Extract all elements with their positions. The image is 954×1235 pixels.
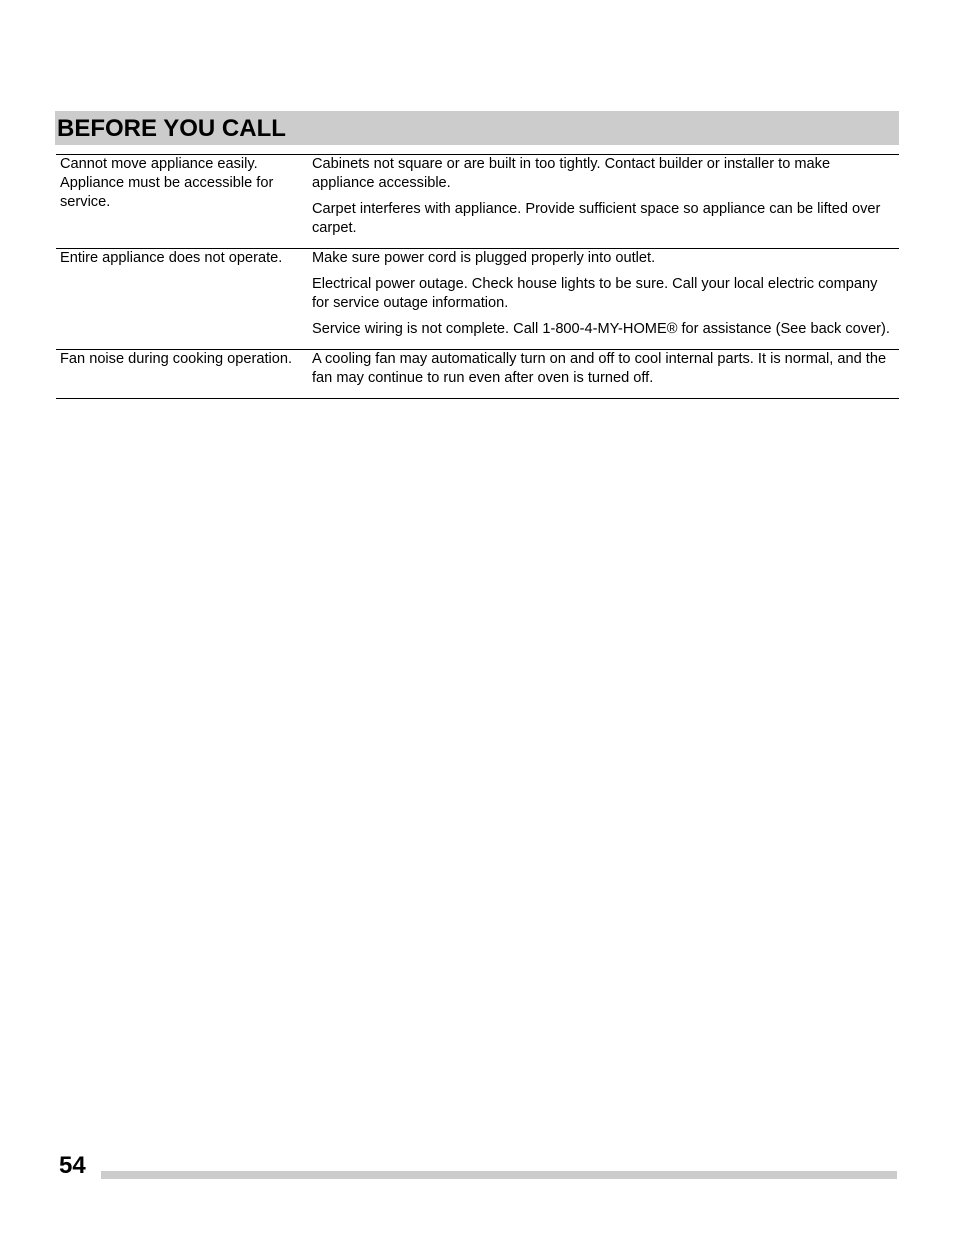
solution-cell xyxy=(308,155,899,249)
troubleshooting-table xyxy=(56,154,899,399)
problem-text: Cannot move appliance easily. Appliance must be accessible for service. xyxy=(60,156,274,210)
solution-text: Cabinets not square or are built in too tightly. Contact builder or installer to make appliance accessible. xyxy=(312,156,831,191)
problem-cell xyxy=(56,249,308,350)
solution-text: Make sure power cord is plugged properly into outlet. xyxy=(312,250,656,266)
problem-cell xyxy=(56,155,308,249)
problem-text: Entire appliance does not operate. xyxy=(60,250,283,266)
table-row xyxy=(56,155,899,249)
page-number: 54 xyxy=(59,1152,86,1179)
solution-text: A cooling fan may automatically turn on and off to cool internal parts. It is normal, and the fan may continue to run even after oven is turned off. xyxy=(312,351,887,386)
section-header xyxy=(55,111,899,145)
solution-text: Service wiring is not complete. Call 1-800-4-MY-HOME® for assistance (See back cover). xyxy=(312,321,890,337)
footer-divider-bar xyxy=(101,1171,897,1179)
solution-text: Carpet interferes with appliance. Provide sufficient space so appliance can be lifted over carpet. xyxy=(312,201,881,236)
problem-text: Fan noise during cooking operation. xyxy=(60,351,293,367)
page-title: BEFORE YOU CALL xyxy=(57,115,286,142)
solution-cell xyxy=(308,350,899,399)
problem-cell xyxy=(56,350,308,399)
table-row xyxy=(56,249,899,350)
solution-cell xyxy=(308,249,899,350)
table-row xyxy=(56,350,899,399)
solution-text: Electrical power outage. Check house lights to be sure. Call your local electric company for service outage information. xyxy=(312,276,878,311)
